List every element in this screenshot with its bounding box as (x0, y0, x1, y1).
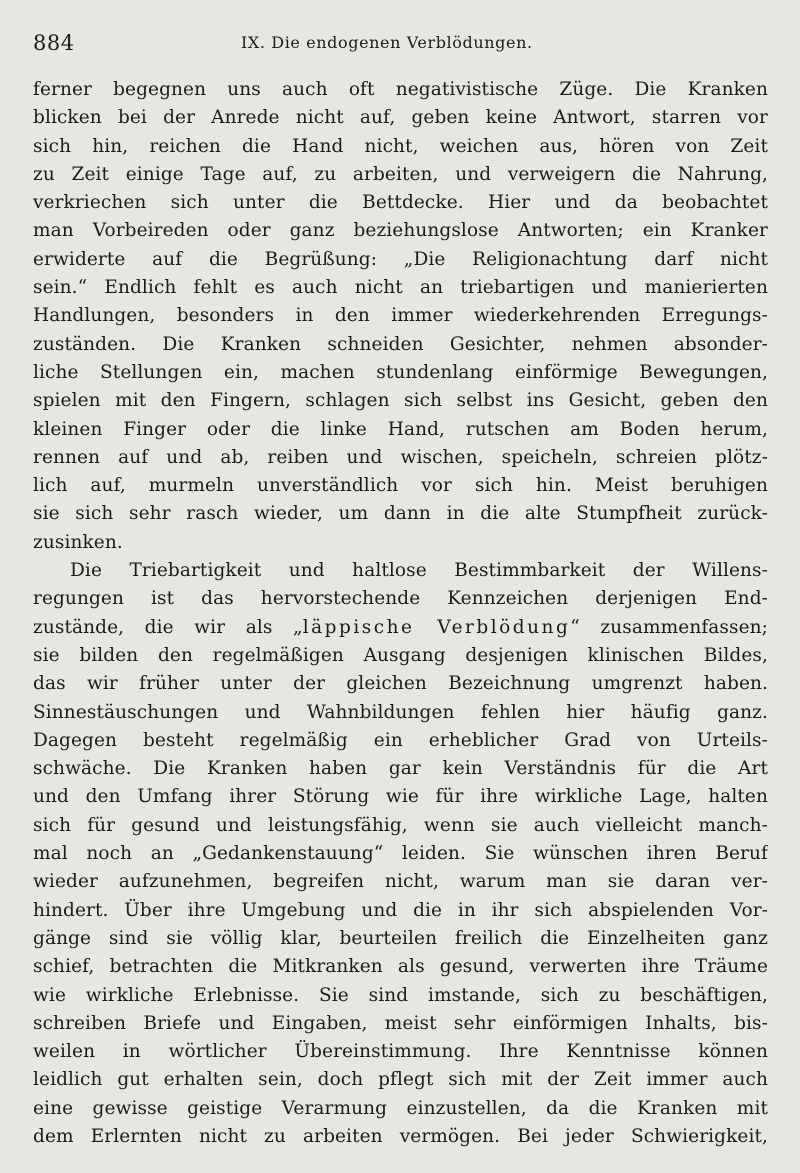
text-line: wieder aufzunehmen, begreifen nicht, warum man sie daran ver- (33, 871, 768, 893)
text-line: regungen ist das hervorstechende Kennzeichen derjenigen End- (33, 588, 768, 610)
paragraph-start-line: Die Triebartigkeit und haltlose Bestimmbarkeit der Willens- (70, 560, 768, 582)
text-line: erwiderte auf die Begrüßung: „Die Religionachtung darf nicht (33, 248, 768, 270)
text-line: eine gewisse geistige Verarmung einzustellen, da die Kranken mit (33, 1097, 768, 1119)
page-number: 884 (33, 31, 75, 55)
text-line: verkriechen sich unter die Bettdecke. Hier und da beobachtet (33, 192, 768, 214)
text-line: man Vorbeireden oder ganz beziehungslose Antworten; ein Kranker (33, 220, 768, 242)
text-line: sich hin, reichen die Hand nicht, weichen aus, hören von Zeit (33, 135, 768, 157)
text-line: sie sich sehr rasch wieder, um dann in die alte Stumpfheit zurück- (33, 503, 768, 525)
text-line: blicken bei der Anrede nicht auf, geben keine Antwort, starren vor (33, 107, 768, 129)
body-text (33, 76, 768, 1151)
text-line: das wir früher unter der gleichen Bezeichnung umgrenzt haben. (33, 673, 768, 695)
text-line: spielen mit den Fingern, schlagen sich selbst ins Gesicht, geben den (33, 390, 768, 412)
text-line: zu Zeit einige Tage auf, zu arbeiten, und verweigern die Nahrung, (33, 163, 768, 185)
text-line: sich für gesund und leistungsfähig, wenn sie auch vielleicht manch- (33, 814, 768, 836)
text-line: liche Stellungen ein, machen stundenlang einförmige Bewegungen, (33, 361, 768, 383)
text-line: schreiben Briefe und Eingaben, meist sehr einförmigen Inhalts, bis- (33, 1012, 768, 1034)
text-line: zustände, die wir als „läppische Verblödung“ zusammenfassen; (33, 616, 768, 638)
text-line: schief, betrachten die Mitkranken als gesund, verwerten ihre Träume (33, 956, 768, 978)
page-header (33, 31, 768, 61)
text-line: Handlungen, besonders in den immer wiederkehrenden Erregungs- (33, 305, 768, 327)
paragraph-end-line: zusinken. (33, 531, 123, 553)
running-head: IX. Die endogenen Verblödungen. (241, 33, 533, 52)
text-line: und den Umfang ihrer Störung wie für ihre wirkliche Lage, halten (33, 786, 768, 808)
text-line: Dagegen besteht regelmäßig ein erheblicher Grad von Urteils- (33, 729, 768, 751)
text-line: wie wirkliche Erlebnisse. Sie sind imstande, sich zu beschäftigen, (33, 984, 768, 1006)
text-line: hindert. Über ihre Umgebung und die in ihr sich abspielenden Vor- (33, 899, 768, 921)
text-line: lich auf, murmeln unverständlich vor sich hin. Meist beruhigen (33, 475, 768, 497)
text-line: kleinen Finger oder die linke Hand, rutschen am Boden herum, (33, 418, 768, 440)
text-line: weilen in wörtlicher Übereinstimmung. Ihre Kenntnisse können (33, 1041, 768, 1063)
text-line: ferner begegnen uns auch oft negativistische Züge. Die Kranken (33, 79, 768, 100)
text-line: gänge sind sie völlig klar, beurteilen freilich die Einzelheiten ganz (33, 927, 768, 949)
emphasized-term: läppische Verblödung (302, 616, 571, 638)
text-line: mal noch an „Gedankenstauung“ leiden. Sie wünschen ihren Beruf (33, 843, 768, 865)
text-line: schwäche. Die Kranken haben gar kein Verständnis für die Art (33, 758, 768, 780)
text-line: dem Erlernten nicht zu arbeiten vermögen. Bei jeder Schwierigkeit, (33, 1125, 768, 1147)
text-line: Sinnestäuschungen und Wahnbildungen fehlen hier häufig ganz. (33, 701, 768, 723)
text-line: sein.“ Endlich fehlt es auch nicht an triebartigen und manierierten (33, 277, 768, 299)
text-line: zuständen. Die Kranken schneiden Gesichter, nehmen absonder- (33, 333, 768, 355)
text-line: rennen auf und ab, reiben und wischen, speicheln, schreien plötz- (33, 446, 768, 468)
text-line: sie bilden den regelmäßigen Ausgang desjenigen klinischen Bildes, (33, 644, 768, 666)
text-line: leidlich gut erhalten sein, doch pflegt sich mit der Zeit immer auch (33, 1069, 768, 1091)
